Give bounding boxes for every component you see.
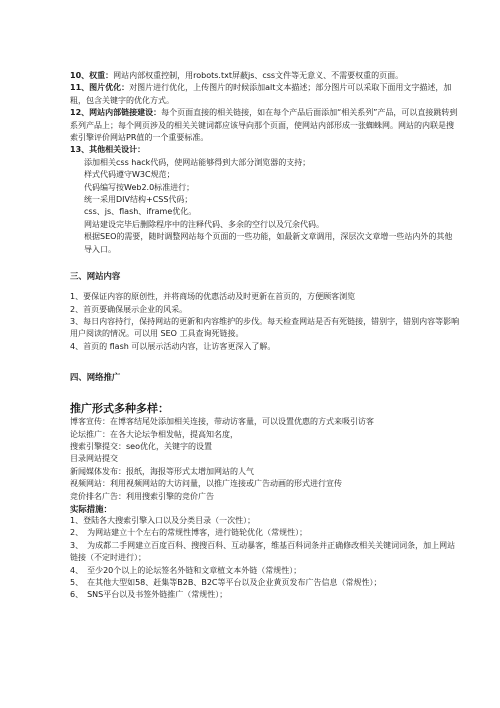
item-heading: 其他相关设计： xyxy=(89,145,146,155)
item-text: 每个页面直接的相关链接，如在每个产品后面添加“相关系列”产品，可以直接跳转到系列产品上；每个网页涉及的相关关键词都应该导向那个页面，使网站内部形成一张蜘蛛网。网站的内联是搜索引擎评价网站PR值的一个重要标准。 xyxy=(70,108,458,143)
section-title-promotion: 四、网络推广 xyxy=(70,372,121,383)
item-number: 10、 xyxy=(70,71,90,80)
list-item: 1、要保证内容的原创性，并将商场的优惠活动及时更新在首页的，方便顾客浏览 xyxy=(70,292,356,302)
list-item: 样式代码遵守W3C规范； xyxy=(84,170,175,180)
list-item: 5、 在其他大型如58、赶集等B2B、B2C等平台以及企业黄页发布广告信息（常规性）； xyxy=(70,578,382,587)
item-number: 11、 xyxy=(70,83,90,93)
list-item: 6、 SNS平台以及书签外链推广（常规性）； xyxy=(70,590,228,600)
list-item: css、js、flash、iframe优化。 xyxy=(84,207,197,217)
list-item: 搜索引擎提交：seo优化，关键字的设置 xyxy=(70,441,212,451)
list-item: 代码编写按Web2.0标准进行； xyxy=(84,182,195,192)
item-heading: 图片优化： xyxy=(89,83,130,93)
list-item: 视频网站：利用视频网站的大访问量，以推广连接或广告动画的形式进行宣传 xyxy=(70,479,342,489)
measures-list xyxy=(70,515,460,602)
measures-heading: 实际措施： xyxy=(70,503,112,514)
section-title-content: 三、网站内容 xyxy=(70,271,121,282)
list-item: 2、首页要确保展示企业的风采。 xyxy=(70,304,188,314)
item-11 xyxy=(70,82,460,107)
list-item: 添加相关css hack代码，使网站能够得到大部分浏览器的支持； xyxy=(84,157,311,167)
list-item: 4、 至少20个以上的论坛签名外链和文章植文本外链（常规性）； xyxy=(70,565,302,575)
promotion-forms-list xyxy=(70,416,460,503)
list-item: 根据SEO的需要，随时调整网站每个页面的一些功能，如最新文章调用，深层次文章增一些站内外的其他导入口。 xyxy=(84,232,453,254)
list-item: 网站建设完毕后删除程序中的注释代码、多余的空行以及冗余代码。 xyxy=(84,219,324,229)
list-item: 2、 为网站建立十个左右的常规性博客，进行链轮优化（常规性）； xyxy=(70,528,308,538)
list-item: 3、 为成都二手网建立百度百科、搜搜百科、互动暴客，维基百科词条并正确修改相关关键词词条，加上网站链接（不定时进行）； xyxy=(70,540,456,563)
list-item: 论坛推广：在各大论坛争相发帖，提高知名度， xyxy=(70,429,238,439)
item-text: 网站内部权重控制，用robots.txt屏蔽js、css文件等无意义、不需要权重的页面。 xyxy=(113,71,404,80)
content-list xyxy=(70,291,460,353)
item-heading: 权重： xyxy=(89,71,114,80)
list-item: 统一采用DIV结构+CSS代码； xyxy=(84,195,193,205)
item-number: 13、 xyxy=(70,145,90,155)
list-item: 目录网站提交 xyxy=(70,454,118,464)
list-item: 1、登陆各大搜索引擎入口以及分类目录（一次性）； xyxy=(70,515,256,525)
item-text: 对图片进行优化，上传图片的时候添加alt文本描述；部分图片可以采取下面用文字描述，加粗，包含关键字的优化方式。 xyxy=(70,83,452,105)
item-heading: 网站内部链接建设： xyxy=(89,108,162,118)
other-design-list xyxy=(70,157,460,256)
item-13 xyxy=(70,144,460,156)
list-item: 4、首页的 flash 可以展示活动内容，让访客更深入了解。 xyxy=(70,341,276,351)
item-10 xyxy=(70,70,460,82)
item-number: 12、 xyxy=(70,108,90,118)
list-item: 3、每日内容持行，保持网站的更新和内容维护的步伐。每天检查网站是否有死链接，错别字，错别内容等影响用户阅读的情况。可以用 SEO 工具查询死链接。 xyxy=(70,316,460,339)
promotion-forms-heading: 推广形式多种多样： xyxy=(70,402,169,416)
item-12 xyxy=(70,107,460,144)
list-item: 博客宣传：在博客结尾处添加相关连接，带动访客量，可以设置优惠的方式来吸引访客 xyxy=(70,417,374,427)
list-item: 竞价排名广告：利用搜索引擎的竞价广告 xyxy=(70,491,214,501)
list-item: 新闻媒体发布：报纸，海报等形式太增加网站的人气 xyxy=(70,466,254,476)
